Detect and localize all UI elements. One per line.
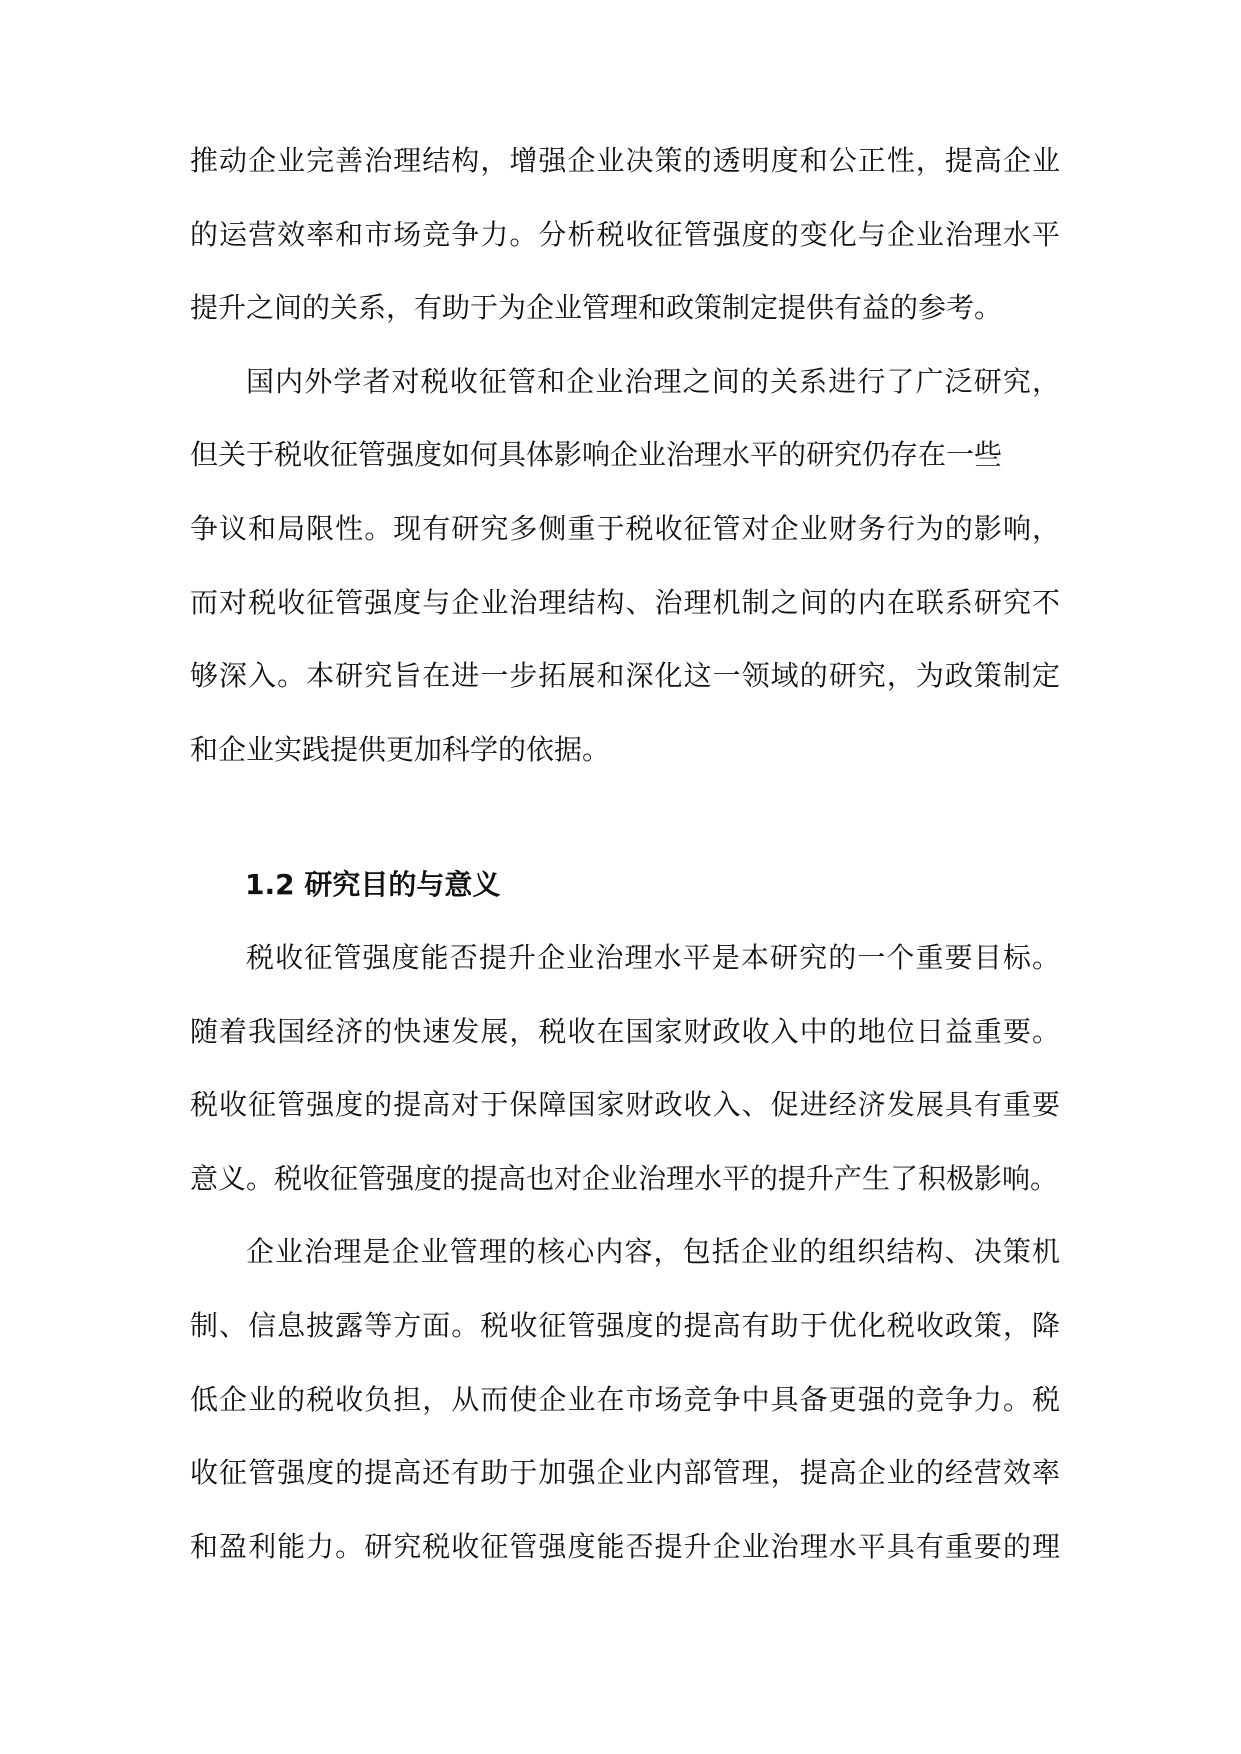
- section-purpose-body: [190, 939, 1060, 1601]
- paragraph-line: 但关于税收征管强度如何具体影响企业治理水平的研究仍存在一些: [190, 438, 1003, 472]
- paragraph-line: 国内外学者对税收征管和企业治理之间的关系进行了广泛研究，: [246, 364, 1060, 398]
- paragraph-line: 意义。税收征管强度的提高也对企业治理水平的提升产生了积极影响。: [190, 1161, 1059, 1195]
- paragraph-line: 争议和局限性。现有研究多侧重于税收征管对企业财务行为的影响，: [190, 511, 1060, 545]
- paragraph-line: 制、信息披露等方面。税收征管强度的提高有助于优化税收政策，降: [190, 1308, 1060, 1342]
- paragraph-line: 提升之间的关系，有助于为企业管理和政策制定提供有益的参考。: [190, 291, 1003, 325]
- paragraph-line: 收征管强度的提高还有助于加强企业内部管理，提高企业的经营效率: [190, 1456, 1060, 1490]
- paragraph-line: 税收征管强度的提高对于保障国家财政收入、促进经济发展具有重要: [190, 1088, 1060, 1122]
- paragraph-line: 随着我国经济的快速发展，税收在国家财政收入中的地位日益重要。: [190, 1014, 1060, 1048]
- paragraph-line: 低企业的税收负担，从而使企业在市场竞争中具备更强的竞争力。税: [190, 1382, 1060, 1416]
- paragraph-line: 推动企业完善治理结构，增强企业决策的透明度和公正性，提高企业: [190, 144, 1060, 177]
- paragraph-line: 的运营效率和市场竞争力。分析税收征管强度的变化与企业治理水平: [190, 217, 1060, 251]
- paragraph-line: 税收征管强度能否提升企业治理水平是本研究的一个重要目标。: [246, 941, 1060, 974]
- section-heading: 1.2 研究目的与意义: [245, 868, 501, 901]
- paragraph-line: 而对税收征管强度与企业治理结构、治理机制之间的内在联系研究不: [190, 585, 1060, 619]
- section-background-body: [190, 142, 1060, 804]
- paragraph-line: 够深入。本研究旨在进一步拓展和深化这一领域的研究，为政策制定: [190, 659, 1060, 693]
- paragraph-line: 和企业实践提供更加科学的依据。: [190, 732, 611, 766]
- paragraph-line: 企业治理是企业管理的核心内容，包括企业的组织结构、决策机: [246, 1235, 1060, 1269]
- paragraph-line: 和盈利能力。研究税收征管强度能否提升企业治理水平具有重要的理: [190, 1529, 1060, 1563]
